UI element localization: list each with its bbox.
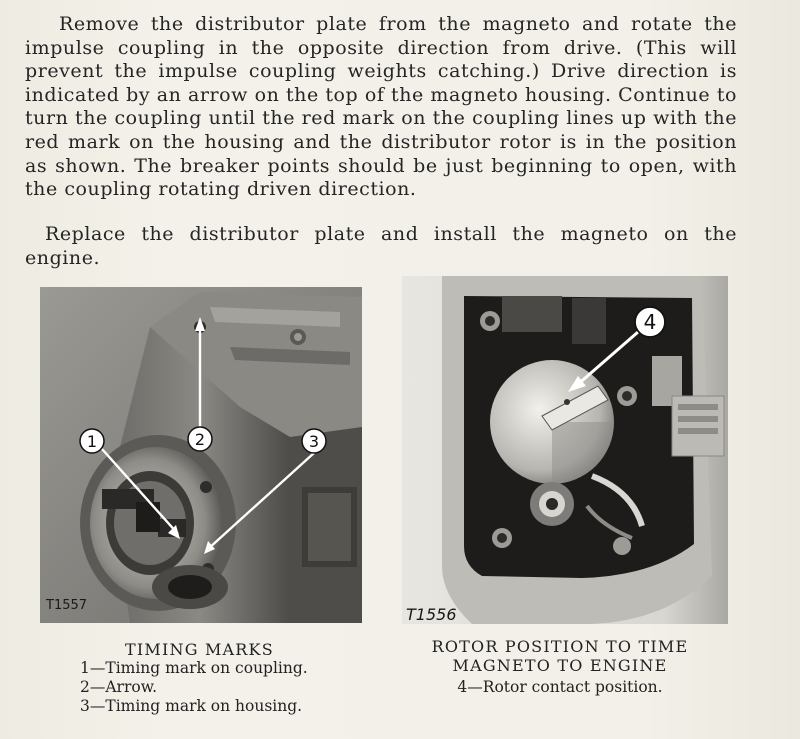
callout-2-label: 2: [194, 430, 206, 449]
timing-marks-photo-drawing: [40, 287, 362, 623]
caption-item-2: 2—Arrow.: [80, 678, 158, 696]
rotor-caption-title-line-1: ROTOR POSITION TO TIME: [431, 637, 689, 656]
callout-3-label: 3: [308, 432, 320, 451]
plate-code-left: T1557: [46, 598, 88, 613]
callout-1-label: 1: [86, 432, 98, 451]
caption-item-1: 1—Timing mark on coupling.: [80, 659, 308, 677]
caption-item-3: 3—Timing mark on housing.: [80, 697, 303, 715]
instruction-paragraph-2-text: Replace the distributor plate and install the magneto on the engine.: [25, 223, 737, 269]
rotor-position-photo-drawing: [402, 276, 728, 624]
rotor-caption-title-line-2: MAGNETO TO ENGINE: [452, 656, 668, 675]
caption-item-4: 4—Rotor contact position.: [457, 678, 663, 696]
callout-1: [80, 429, 104, 453]
callout-3: [302, 429, 326, 453]
callout-4-label: 4: [643, 310, 657, 334]
timing-marks-caption-title: TIMING MARKS: [125, 640, 274, 659]
timing-marks-photo: [40, 287, 362, 623]
plate-code-right: T1556: [406, 605, 457, 624]
callout-2: [188, 427, 212, 451]
timing-marks-caption: [80, 640, 360, 716]
rotor-position-caption: [405, 637, 715, 697]
rotor-position-photo: [402, 276, 728, 624]
instruction-paragraph-1: Remove the distributor plate from the magneto and rotate the impulse coupling in the opposite direction from drive. (This will prevent the impulse coupling weights catching.) Drive direction is indicated by an arrow on the top of the magneto housing. Continue to turn the coupling until the red mark on the coupling lines up with the red mark on the housing and the distributor rotor is in the position as shown. The breaker points should be just beginning to open, with the coupling rotating driven direction.: [25, 13, 737, 201]
instruction-paragraph-2: [25, 223, 737, 270]
callout-4: [635, 307, 665, 337]
